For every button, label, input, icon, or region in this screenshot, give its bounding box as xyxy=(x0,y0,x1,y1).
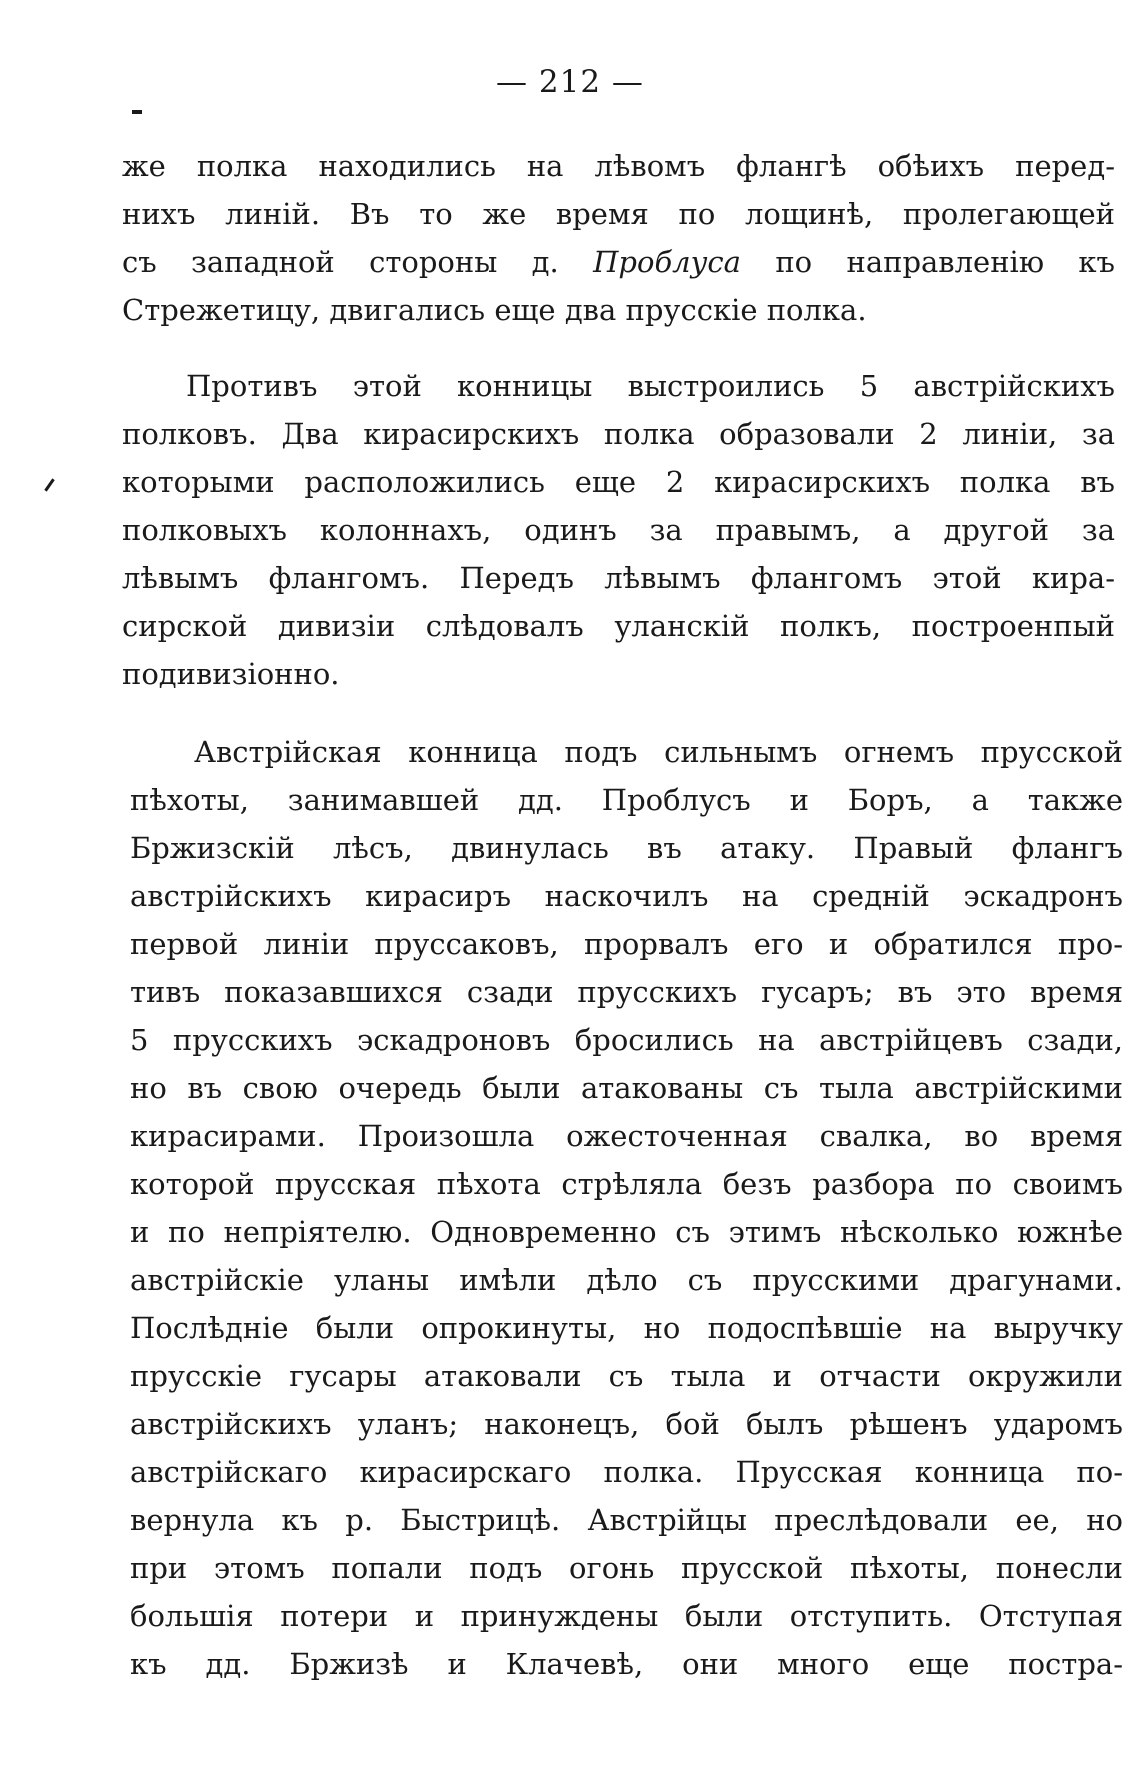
text-line: при этомъ попали подъ огонь прусской пѣхоты, понесли xyxy=(130,1551,1123,1585)
text-line xyxy=(122,238,1115,286)
text-segment: по направленiю къ xyxy=(775,245,1116,279)
text-line: австрiйскiе уланы имѣли дѣло съ прусскими драгунами. xyxy=(130,1263,1123,1297)
print-mark xyxy=(132,110,142,114)
text-line: вернула къ р. Быстрицѣ. Австрiйцы преслѣдовали ее, но xyxy=(130,1503,1123,1537)
text-line: подивизiонно. xyxy=(122,657,340,691)
text-line: нихъ линiй. Въ то же время по лощинѣ, пролегающей xyxy=(122,197,1115,231)
text-line: же полка находились на лѣвомъ флангѣ обѣихъ перед- xyxy=(122,149,1115,183)
page-number: — 212 — xyxy=(496,64,644,100)
text-line: которыми расположились еще 2 кирасирскихъ полка въ xyxy=(122,465,1115,499)
text-line: пѣхоты, занимавшей дд. Проблусъ и Боръ, а также xyxy=(130,783,1123,817)
text-line: Стрежетицу, двигались еще два прусскiе полка. xyxy=(122,293,867,327)
text-line: и по непрiятелю. Одновременно съ этимъ нѣсколько южнѣе xyxy=(130,1215,1123,1249)
text-line: первой линiи пруссаковъ, прорвалъ его и обратился про- xyxy=(130,927,1123,961)
paragraph-1 xyxy=(122,142,1115,334)
text-line: прусскiе гусары атаковали съ тыла и отчасти окружили xyxy=(130,1359,1123,1393)
paragraph-2 xyxy=(122,362,1115,698)
text-line: Послѣднiе были опрокинуты, но подоспѣвшiе на выручку xyxy=(130,1311,1123,1345)
place-name-italic: Проблуса xyxy=(593,245,741,279)
text-line: австрiйскаго кирасирскаго полка. Прусская конница по- xyxy=(130,1455,1123,1489)
text-line: тивъ показавшихся сзади прусскихъ гусаръ; въ это время xyxy=(130,975,1123,1009)
text-line: Бржизскiй лѣсъ, двинулась въ атаку. Правый флангъ xyxy=(130,831,1123,865)
text-line: къ дд. Бржизѣ и Клачевѣ, они много еще постра- xyxy=(130,1647,1123,1681)
text-line: которой прусская пѣхота стрѣляла безъ разбора по своимъ xyxy=(130,1167,1123,1201)
text-line: 5 прусскихъ эскадроновъ бросились на австрiйцевъ сзади, xyxy=(130,1023,1123,1057)
text-line: Противъ этой конницы выстроились 5 австрiйскихъ xyxy=(186,369,1115,403)
text-line: большiя потери и принуждены были отступить. Отступая xyxy=(130,1599,1123,1633)
text-line: полковъ. Два кирасирскихъ полка образовали 2 линiи, за xyxy=(122,417,1115,451)
text-line: кирасирами. Произошла ожесточенная свалка, во время xyxy=(130,1119,1123,1153)
text-line: полковыхъ колоннахъ, одинъ за правымъ, а другой за xyxy=(122,513,1115,547)
text-line: лѣвымъ флангомъ. Передъ лѣвымъ флангомъ этой кира- xyxy=(122,561,1115,595)
text-segment: съ западной стороны д. xyxy=(122,245,559,279)
text-line: австрiйскихъ кирасиръ наскочилъ на среднiй эскадронъ xyxy=(130,879,1123,913)
text-line: сирской дивизiи слѣдовалъ уланскiй полкъ, построенпый xyxy=(122,609,1115,643)
text-line: Австрiйская конница подъ сильнымъ огнемъ прусской xyxy=(194,735,1123,769)
text-line: но въ свою очередь были атакованы съ тыла австрiйскими xyxy=(130,1071,1123,1105)
paragraph-3 xyxy=(130,728,1123,1688)
text-line: австрiйскихъ уланъ; наконецъ, бой былъ рѣшенъ ударомъ xyxy=(130,1407,1123,1441)
margin-mark xyxy=(44,478,54,491)
